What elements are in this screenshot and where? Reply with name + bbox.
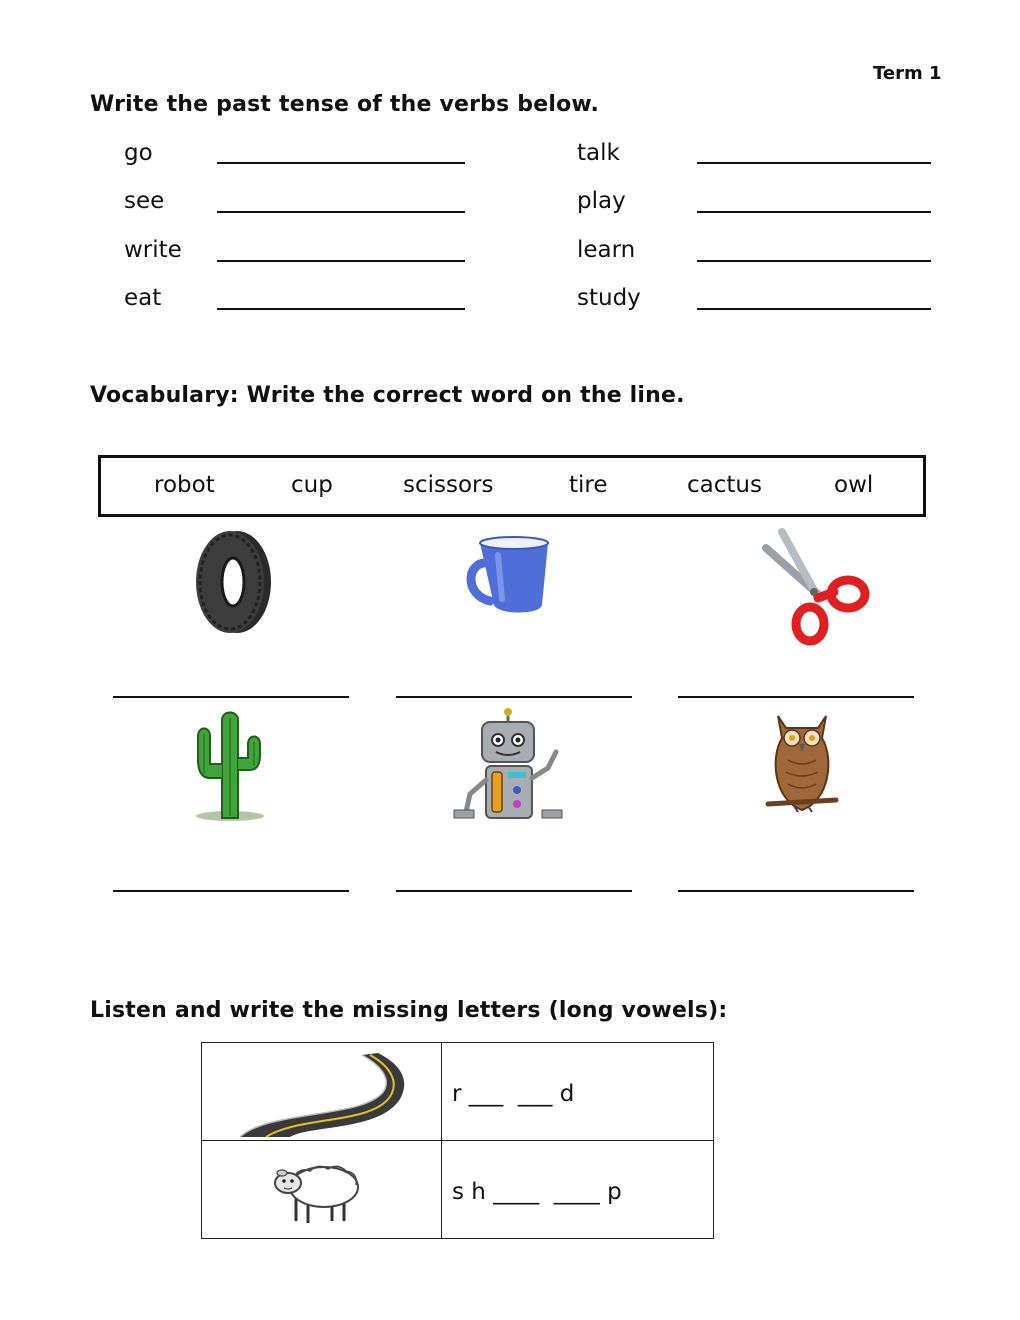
verb-play: play <box>577 188 626 214</box>
table-row <box>202 1141 714 1239</box>
word-bank-scissors: scissors <box>403 472 494 498</box>
verb-eat: eat <box>124 285 162 311</box>
word-bank-owl: owl <box>834 472 874 498</box>
pattern-cell-inner <box>442 1043 713 1140</box>
missing-letters-instruction: Listen and write the missing letters (long vowels): <box>90 998 728 1023</box>
table-row <box>202 1043 714 1141</box>
robot-icon <box>452 708 568 826</box>
answer-line-tire[interactable] <box>113 696 349 698</box>
pattern-cell-inner <box>442 1141 713 1238</box>
answer-line-see[interactable] <box>217 211 465 213</box>
term-label: Term 1 <box>873 63 942 84</box>
word-bank-robot: robot <box>154 472 215 498</box>
verb-go: go <box>124 140 153 166</box>
answer-line-go[interactable] <box>217 162 465 164</box>
verb-learn: learn <box>577 237 636 263</box>
sheep-pattern[interactable]: s h ____ ____ p <box>452 1179 622 1205</box>
road-icon <box>240 1049 408 1137</box>
answer-line-scissors[interactable] <box>678 696 914 698</box>
vocabulary-instruction: Vocabulary: Write the correct word on the line. <box>90 383 685 408</box>
sheep-icon <box>270 1157 362 1227</box>
answer-line-robot[interactable] <box>396 890 632 892</box>
word-bank <box>98 455 926 517</box>
answer-line-study[interactable] <box>697 308 931 310</box>
word-bank-cup: cup <box>291 472 333 498</box>
verb-talk: talk <box>577 140 620 166</box>
picture-cell <box>202 1141 442 1239</box>
scissors-icon <box>760 528 870 648</box>
word-bank-cactus: cactus <box>687 472 762 498</box>
long-vowel-table <box>201 1042 714 1239</box>
picture-cell <box>202 1043 442 1141</box>
verb-write: write <box>124 237 182 263</box>
verb-study: study <box>577 285 641 311</box>
owl-icon <box>764 708 840 824</box>
past-tense-instruction: Write the past tense of the verbs below. <box>90 92 600 117</box>
picture-cell-inner <box>202 1043 441 1140</box>
word-bank-tire: tire <box>569 472 608 498</box>
road-pattern[interactable]: r ___ ___ d <box>452 1081 575 1107</box>
cup-icon <box>458 535 554 621</box>
answer-line-cup[interactable] <box>396 696 632 698</box>
answer-line-cactus[interactable] <box>113 890 349 892</box>
verb-see: see <box>124 188 165 214</box>
pattern-cell <box>442 1141 714 1239</box>
tire-icon <box>192 528 276 636</box>
answer-line-eat[interactable] <box>217 308 465 310</box>
answer-line-learn[interactable] <box>697 260 931 262</box>
answer-line-write[interactable] <box>217 260 465 262</box>
answer-line-owl[interactable] <box>678 890 914 892</box>
pattern-cell <box>442 1043 714 1141</box>
picture-cell-inner <box>202 1141 441 1238</box>
answer-line-play[interactable] <box>697 211 931 213</box>
cactus-icon <box>192 708 268 824</box>
answer-line-talk[interactable] <box>697 162 931 164</box>
